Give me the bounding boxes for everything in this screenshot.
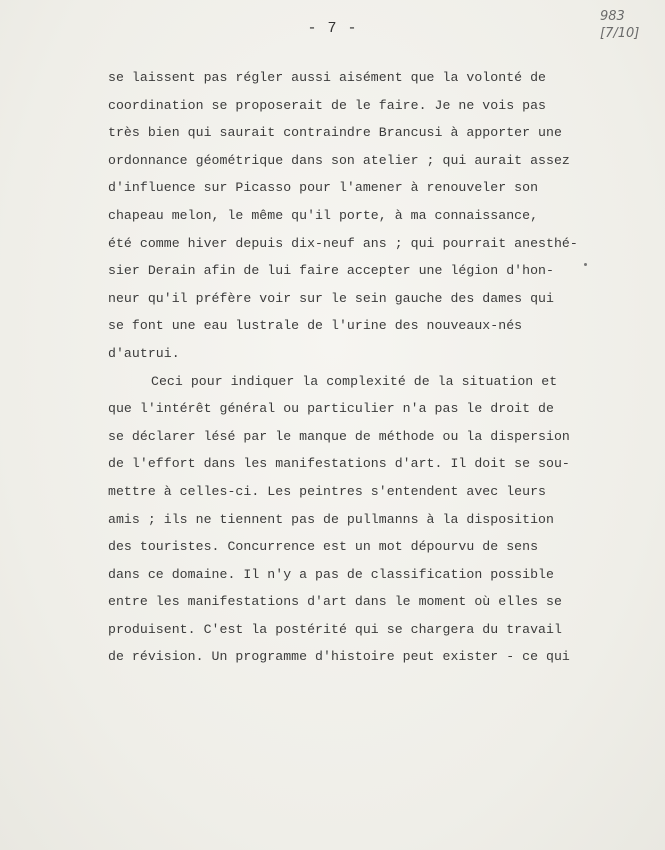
page-number: - 7 -	[307, 20, 358, 37]
typewritten-body	[108, 64, 608, 671]
text-line: coordination se proposerait de le faire. Je ne vois pas	[108, 97, 547, 113]
text-line: amis ; ils ne tiennent pas de pullmanns à la disposition	[108, 511, 554, 527]
text-line: été comme hiver depuis dix-neuf ans ; qui pourrait anesthé-	[108, 235, 578, 251]
paragraph-2	[108, 368, 608, 672]
text-line: se laissent pas régler aussi aisément que la volonté de	[108, 70, 547, 85]
text-line: sier Derain afin de lui faire accepter une légion d'hon-	[108, 263, 554, 279]
text-line: neur qu'il préfère voir sur le sein gauche des dames qui	[108, 290, 554, 306]
text-line: que l'intérêt général ou particulier n'a pas le droit de	[108, 401, 554, 417]
paragraph-1	[108, 64, 608, 368]
text-line: se déclarer lésé par le manque de méthode ou la dispersion	[108, 428, 570, 444]
text-line: d'autrui.	[108, 345, 180, 361]
text-line: des touristes. Concurrence est un mot dépourvu de sens	[108, 539, 539, 555]
text-line: produisent. C'est la postérité qui se chargera du travail	[108, 621, 562, 637]
archive-reference-annotation	[600, 8, 662, 42]
ink-speck	[584, 263, 587, 266]
text-line: dans ce domaine. Il n'y a pas de classification possible	[108, 566, 554, 582]
text-line: très bien qui saurait contraindre Brancusi à apporter une	[108, 125, 562, 141]
text-line: chapeau melon, le même qu'il porte, à ma connaissance,	[108, 207, 539, 223]
archive-folio-number: 983	[600, 9, 625, 24]
text-line: se font une eau lustrale de l'urine des nouveaux-nés	[108, 318, 523, 334]
text-line: mettre à celles-ci. Les peintres s'entendent avec leurs	[108, 483, 547, 499]
text-line: entre les manifestations d'art dans le moment où elles se	[108, 594, 562, 610]
archive-page-range: [7/10]	[600, 26, 640, 41]
text-line: ordonnance géométrique dans son atelier ; qui aurait assez	[108, 152, 570, 168]
text-line: de l'effort dans les manifestations d'art. Il doit se sou-	[108, 456, 570, 472]
text-line: d'influence sur Picasso pour l'amener à renouveler son	[108, 180, 539, 196]
text-line: de révision. Un programme d'histoire peut exister - ce qui	[108, 649, 570, 665]
text-line: Ceci pour indiquer la complexité de la situation et	[151, 373, 558, 389]
